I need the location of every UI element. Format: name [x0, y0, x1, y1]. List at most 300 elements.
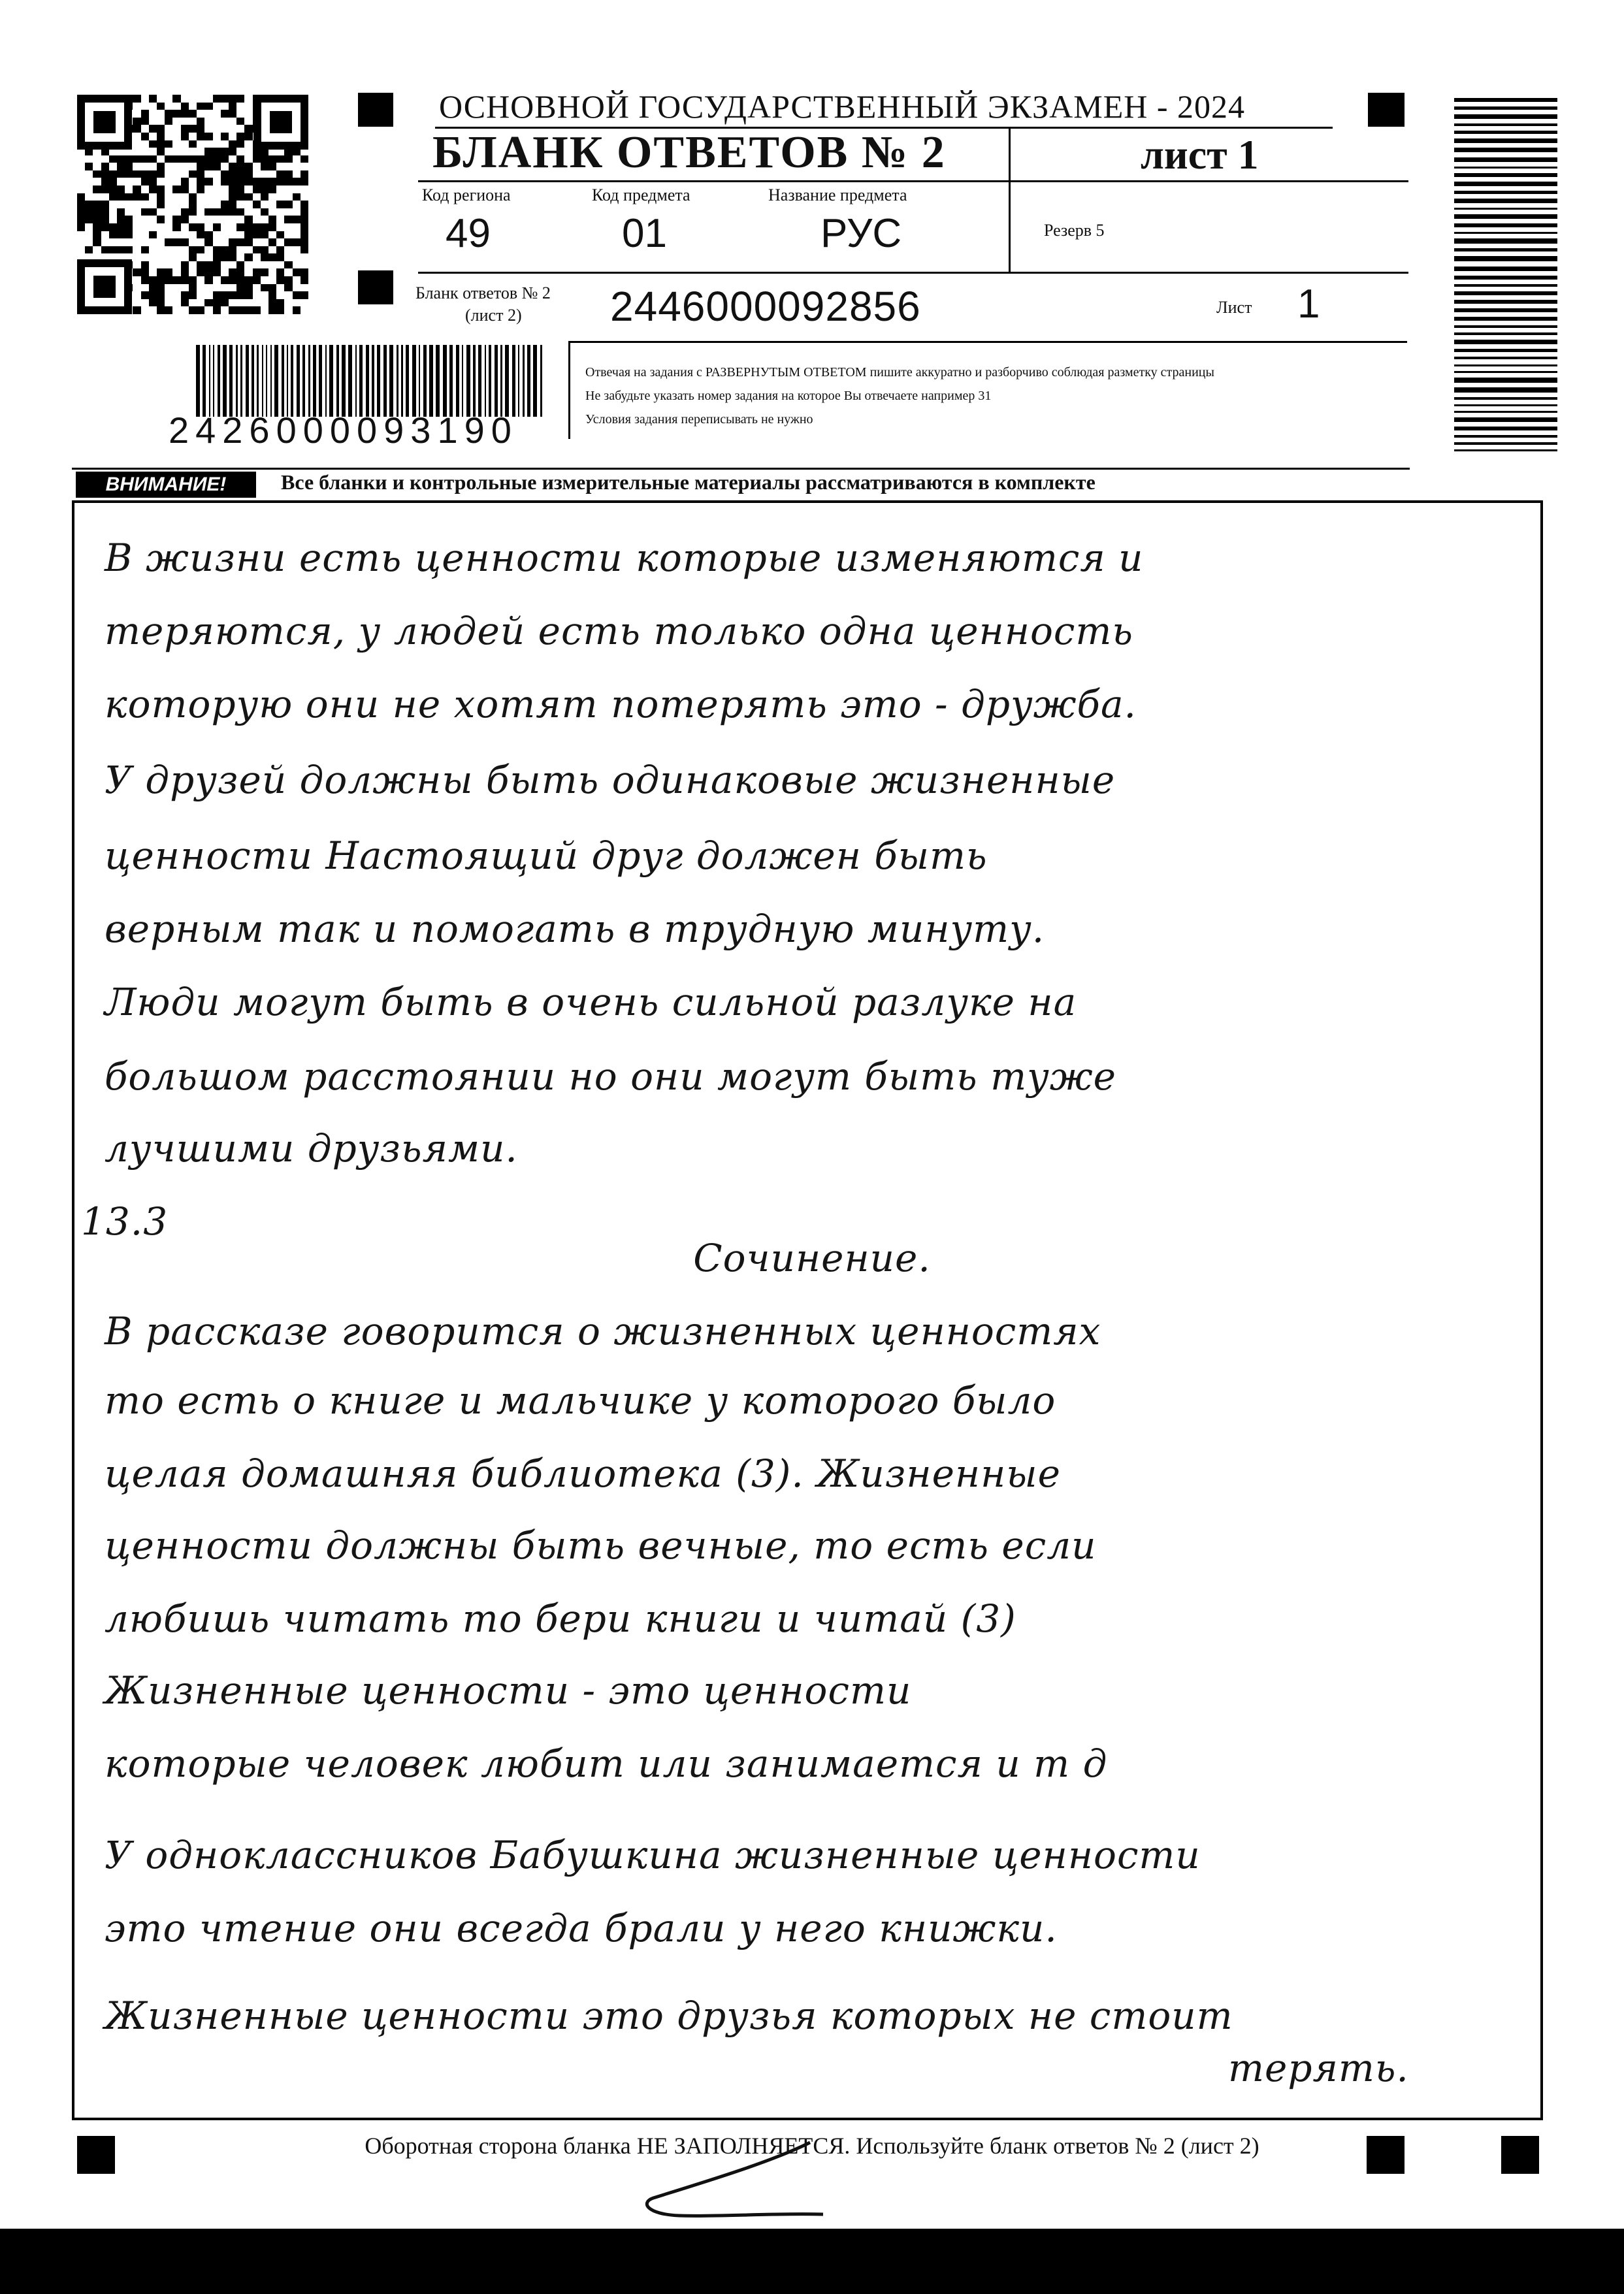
- qr-module: [229, 208, 236, 216]
- form-number: 2446000092856: [610, 283, 921, 330]
- qr-finder-bottom-left: [77, 259, 132, 314]
- qr-module: [172, 201, 180, 208]
- qr-module: [268, 253, 276, 261]
- qr-module: [77, 246, 85, 254]
- qr-module: [221, 125, 229, 133]
- qr-module: [229, 291, 236, 299]
- qr-module: [101, 208, 109, 216]
- answer-line: лучшими друзьями.: [105, 1126, 518, 1171]
- qr-module: [229, 133, 236, 140]
- qr-module: [172, 268, 180, 276]
- qr-module: [157, 118, 165, 125]
- qr-module: [276, 238, 284, 246]
- qr-module: [221, 118, 229, 125]
- qr-module: [117, 170, 125, 178]
- qr-module: [141, 291, 149, 299]
- qr-module: [181, 284, 189, 292]
- qr-module: [221, 231, 229, 239]
- qr-module: [229, 163, 236, 170]
- qr-module: [204, 95, 212, 103]
- answer-line: терять.: [1228, 2046, 1409, 2090]
- qr-module: [213, 140, 221, 148]
- qr-module: [244, 291, 252, 299]
- qr-module: [244, 133, 252, 140]
- barcode-bar: [203, 345, 206, 417]
- barcode-bar: [1454, 417, 1557, 422]
- qr-module: [109, 231, 117, 239]
- barcode-bar: [236, 345, 238, 417]
- qr-module: [189, 268, 197, 276]
- qr-module: [125, 208, 133, 216]
- qr-module: [221, 133, 229, 140]
- qr-module: [213, 291, 221, 299]
- qr-module: [276, 201, 284, 208]
- qr-module: [125, 178, 133, 186]
- qr-module: [236, 125, 244, 133]
- qr-module: [213, 95, 221, 103]
- qr-module: [268, 231, 276, 239]
- qr-module: [261, 284, 268, 292]
- qr-module: [221, 148, 229, 155]
- alignment-marker: [358, 93, 393, 127]
- qr-module: [172, 133, 180, 140]
- qr-module: [141, 299, 149, 307]
- qr-module: [204, 110, 212, 118]
- qr-module: [204, 276, 212, 284]
- qr-module: [93, 170, 101, 178]
- qr-module: [204, 118, 212, 125]
- qr-finder-top-left: [77, 95, 132, 150]
- qr-module: [141, 155, 149, 163]
- ref-label: Бланк ответов № 2: [415, 283, 551, 302]
- qr-module: [221, 246, 229, 254]
- qr-module: [284, 284, 292, 292]
- barcode-bar: [377, 345, 380, 417]
- qr-module: [229, 155, 236, 163]
- qr-module: [293, 306, 300, 314]
- qr-module: [284, 299, 292, 307]
- qr-module: [189, 163, 197, 170]
- barcode-bar: [1454, 173, 1557, 177]
- qr-module: [117, 163, 125, 170]
- qr-module: [213, 231, 221, 239]
- qr-module: [293, 186, 300, 193]
- qr-module: [213, 103, 221, 110]
- barcode-bar: [518, 345, 519, 417]
- qr-module: [244, 110, 252, 118]
- qr-module: [284, 178, 292, 186]
- qr-module: [204, 299, 212, 307]
- barcode-bar: [500, 345, 502, 417]
- qr-module: [141, 95, 149, 103]
- qr-module: [141, 231, 149, 239]
- qr-module: [197, 155, 204, 163]
- qr-module: [229, 186, 236, 193]
- qr-module: [261, 201, 268, 208]
- answer-line: В жизни есть ценности которые изменяются и: [105, 536, 1144, 580]
- qr-module: [244, 238, 252, 246]
- qr-module: [213, 299, 221, 307]
- qr-module: [85, 208, 93, 216]
- barcode-bar: [282, 345, 284, 417]
- barcode-bar: [218, 345, 220, 417]
- qr-module: [300, 276, 308, 284]
- qr-module: [261, 238, 268, 246]
- qr-module: [165, 95, 172, 103]
- qr-module: [204, 186, 212, 193]
- barcode-bar: [1454, 276, 1557, 280]
- qr-module: [172, 238, 180, 246]
- qr-module: [109, 201, 117, 208]
- qr-module: [181, 208, 189, 216]
- qr-module: [197, 261, 204, 269]
- qr-module: [133, 140, 140, 148]
- qr-module: [268, 178, 276, 186]
- answer-line: целая домашняя библиотека (3). Жизненные: [105, 1451, 1061, 1496]
- qr-module: [109, 238, 117, 246]
- qr-module: [268, 193, 276, 201]
- qr-module: [157, 231, 165, 239]
- signature-scribble: [627, 2136, 836, 2221]
- qr-module: [213, 110, 221, 118]
- qr-module: [221, 261, 229, 269]
- qr-module: [221, 238, 229, 246]
- qr-module: [268, 238, 276, 246]
- qr-module: [244, 261, 252, 269]
- qr-module: [172, 140, 180, 148]
- qr-module: [133, 201, 140, 208]
- qr-module: [221, 110, 229, 118]
- qr-module: [157, 186, 165, 193]
- qr-module: [284, 223, 292, 231]
- qr-module: [229, 118, 236, 125]
- qr-module: [229, 216, 236, 223]
- qr-module: [149, 193, 157, 201]
- qr-module: [133, 223, 140, 231]
- qr-module: [221, 299, 229, 307]
- barcode-bar: [1454, 223, 1557, 227]
- qr-module: [253, 178, 261, 186]
- qr-module: [141, 201, 149, 208]
- qr-module: [213, 276, 221, 284]
- qr-module: [181, 155, 189, 163]
- qr-module: [244, 140, 252, 148]
- qr-module: [141, 246, 149, 254]
- barcode-bar: [196, 345, 200, 417]
- barcode-bar: [1454, 317, 1557, 321]
- qr-module: [221, 178, 229, 186]
- qr-module: [172, 170, 180, 178]
- qr-module: [204, 291, 212, 299]
- qr-module: [165, 268, 172, 276]
- qr-module: [181, 201, 189, 208]
- qr-module: [117, 238, 125, 246]
- qr-module: [197, 178, 204, 186]
- qr-module: [236, 268, 244, 276]
- qr-module: [268, 299, 276, 307]
- qr-finder-top-right: [253, 95, 308, 150]
- qr-module: [109, 170, 117, 178]
- qr-module: [149, 186, 157, 193]
- qr-module: [244, 284, 252, 292]
- qr-module: [109, 155, 117, 163]
- qr-module: [157, 208, 165, 216]
- qr-module: [213, 163, 221, 170]
- qr-module: [221, 276, 229, 284]
- qr-module: [221, 216, 229, 223]
- qr-module: [109, 216, 117, 223]
- answer-line: ценности должны быть вечные, то есть если: [105, 1523, 1097, 1568]
- barcode-bar: [1454, 378, 1557, 383]
- qr-module: [125, 238, 133, 246]
- qr-module: [181, 95, 189, 103]
- barcode-bar: [1454, 291, 1557, 295]
- qr-module: [172, 223, 180, 231]
- qr-module: [172, 163, 180, 170]
- barcode-bar: [1454, 442, 1557, 445]
- qr-module: [172, 231, 180, 239]
- barcode-bar: [397, 345, 398, 417]
- qr-module: [157, 201, 165, 208]
- qr-module: [253, 284, 261, 292]
- qr-module: [197, 201, 204, 208]
- barcode-bar: [1454, 256, 1557, 261]
- header-divider-vertical: [568, 341, 570, 439]
- qr-module: [204, 261, 212, 269]
- qr-module: [284, 186, 292, 193]
- qr-module: [77, 193, 85, 201]
- barcode-bar: [1454, 106, 1557, 110]
- qr-module: [149, 238, 157, 246]
- essay-title: Сочинение.: [693, 1236, 931, 1280]
- qr-module: [253, 186, 261, 193]
- qr-module: [268, 170, 276, 178]
- qr-module: [221, 103, 229, 110]
- barcode-bar: [495, 345, 498, 417]
- qr-module: [141, 140, 149, 148]
- qr-module: [172, 148, 180, 155]
- qr-module: [189, 238, 197, 246]
- qr-module: [149, 170, 157, 178]
- qr-module: [181, 193, 189, 201]
- qr-module: [77, 170, 85, 178]
- qr-module: [165, 155, 172, 163]
- qr-module: [300, 163, 308, 170]
- qr-module: [276, 276, 284, 284]
- qr-module: [221, 268, 229, 276]
- qr-module: [149, 118, 157, 125]
- region-value: 49: [446, 211, 491, 256]
- qr-module: [133, 95, 140, 103]
- barcode-bar: [1454, 123, 1557, 126]
- qr-module: [141, 238, 149, 246]
- qr-module: [125, 216, 133, 223]
- qr-module: [244, 306, 252, 314]
- qr-module: [101, 163, 109, 170]
- qr-module: [141, 186, 149, 193]
- barcode-bar: [274, 345, 278, 417]
- qr-module: [181, 125, 189, 133]
- qr-module: [244, 155, 252, 163]
- barcode-bar: [240, 345, 242, 417]
- qr-module: [261, 276, 268, 284]
- answer-line: ценности Настоящий друг должен быть: [105, 833, 988, 878]
- qr-module: [197, 238, 204, 246]
- qr-module: [284, 155, 292, 163]
- qr-module: [133, 163, 140, 170]
- qr-module: [117, 201, 125, 208]
- qr-module: [77, 201, 85, 208]
- qr-module: [165, 223, 172, 231]
- qr-module: [213, 155, 221, 163]
- qr-module: [293, 261, 300, 269]
- qr-module: [284, 238, 292, 246]
- qr-module: [261, 186, 268, 193]
- qr-module: [213, 133, 221, 140]
- qr-module: [101, 216, 109, 223]
- qr-module: [165, 261, 172, 269]
- qr-module: [229, 276, 236, 284]
- qr-module: [133, 118, 140, 125]
- qr-module: [181, 140, 189, 148]
- qr-module: [85, 186, 93, 193]
- barcode-bar: [1454, 349, 1557, 352]
- qr-module: [165, 276, 172, 284]
- qr-module: [236, 276, 244, 284]
- qr-module: [244, 193, 252, 201]
- qr-module: [213, 261, 221, 269]
- barcode-bar: [456, 345, 459, 417]
- qr-module: [133, 216, 140, 223]
- qr-module: [117, 216, 125, 223]
- qr-module: [236, 299, 244, 307]
- qr-module: [253, 261, 261, 269]
- attention-divider: [72, 468, 1410, 470]
- qr-module: [213, 170, 221, 178]
- answer-line: которую они не хотят потерять это - дружба.: [105, 682, 1137, 726]
- instruction-line: Условия задания переписывать не нужно: [585, 412, 813, 427]
- qr-module: [165, 284, 172, 292]
- qr-module: [300, 299, 308, 307]
- qr-module: [165, 163, 172, 170]
- qr-module: [236, 246, 244, 254]
- sheet-number: 1: [1297, 282, 1320, 327]
- qr-module: [197, 103, 204, 110]
- qr-module: [77, 238, 85, 246]
- qr-module: [197, 95, 204, 103]
- barcode-bar: [449, 345, 453, 417]
- qr-module: [204, 306, 212, 314]
- qr-module: [172, 125, 180, 133]
- qr-module: [284, 261, 292, 269]
- qr-module: [204, 284, 212, 292]
- qr-module: [293, 268, 300, 276]
- qr-module: [300, 193, 308, 201]
- qr-module: [189, 186, 197, 193]
- qr-module: [172, 246, 180, 254]
- qr-module: [77, 216, 85, 223]
- qr-module: [293, 201, 300, 208]
- qr-module: [229, 238, 236, 246]
- qr-module: [197, 193, 204, 201]
- qr-module: [189, 276, 197, 284]
- qr-module: [85, 231, 93, 239]
- qr-module: [293, 238, 300, 246]
- qr-module: [261, 193, 268, 201]
- barcode-bar: [287, 345, 288, 417]
- qr-module: [181, 276, 189, 284]
- qr-module: [300, 223, 308, 231]
- barcode-bar: [319, 345, 322, 417]
- qr-module: [197, 306, 204, 314]
- qr-module: [101, 155, 109, 163]
- qr-module: [197, 246, 204, 254]
- qr-module: [236, 261, 244, 269]
- barcode-bar: [336, 345, 339, 417]
- qr-module: [253, 193, 261, 201]
- barcode-bar: [406, 345, 409, 417]
- qr-module: [181, 306, 189, 314]
- qr-module: [93, 246, 101, 254]
- qr-module: [149, 216, 157, 223]
- qr-module: [141, 208, 149, 216]
- qr-module: [293, 231, 300, 239]
- barcode-bar: [1454, 404, 1557, 406]
- qr-module: [197, 231, 204, 239]
- qr-module: [236, 140, 244, 148]
- qr-module: [293, 299, 300, 307]
- qr-module: [141, 216, 149, 223]
- qr-module: [149, 276, 157, 284]
- qr-module: [189, 155, 197, 163]
- qr-module: [165, 148, 172, 155]
- barcode-bar: [1454, 138, 1557, 143]
- qr-module: [293, 284, 300, 292]
- qr-module: [125, 201, 133, 208]
- qr-module: [77, 223, 85, 231]
- barcode-bar: [325, 345, 327, 417]
- qr-module: [93, 208, 101, 216]
- qr-module: [141, 223, 149, 231]
- qr-module: [189, 223, 197, 231]
- footer-note: Оборотная сторона бланка НЕ ЗАПОЛНЯЕТСЯ. Используйте бланк ответов № 2 (лист 2): [365, 2133, 1259, 2159]
- barcode-bar: [473, 345, 476, 417]
- qr-module: [117, 223, 125, 231]
- qr-module: [213, 208, 221, 216]
- qr-module: [204, 133, 212, 140]
- qr-module: [293, 216, 300, 223]
- qr-module: [229, 125, 236, 133]
- qr-module: [93, 155, 101, 163]
- header-divider: [418, 180, 1408, 182]
- qr-module: [101, 238, 109, 246]
- qr-module: [133, 148, 140, 155]
- qr-module: [165, 201, 172, 208]
- qr-module: [276, 155, 284, 163]
- qr-module: [197, 118, 204, 125]
- subject-code-label: Код предмета: [592, 186, 690, 204]
- qr-module: [189, 118, 197, 125]
- qr-module: [117, 178, 125, 186]
- answer-line: Жизненные ценности - это ценности: [105, 1668, 912, 1713]
- qr-module: [133, 178, 140, 186]
- qr-module: [253, 268, 261, 276]
- qr-module: [284, 170, 292, 178]
- qr-module: [141, 163, 149, 170]
- qr-module: [253, 276, 261, 284]
- qr-module: [157, 178, 165, 186]
- qr-module: [181, 186, 189, 193]
